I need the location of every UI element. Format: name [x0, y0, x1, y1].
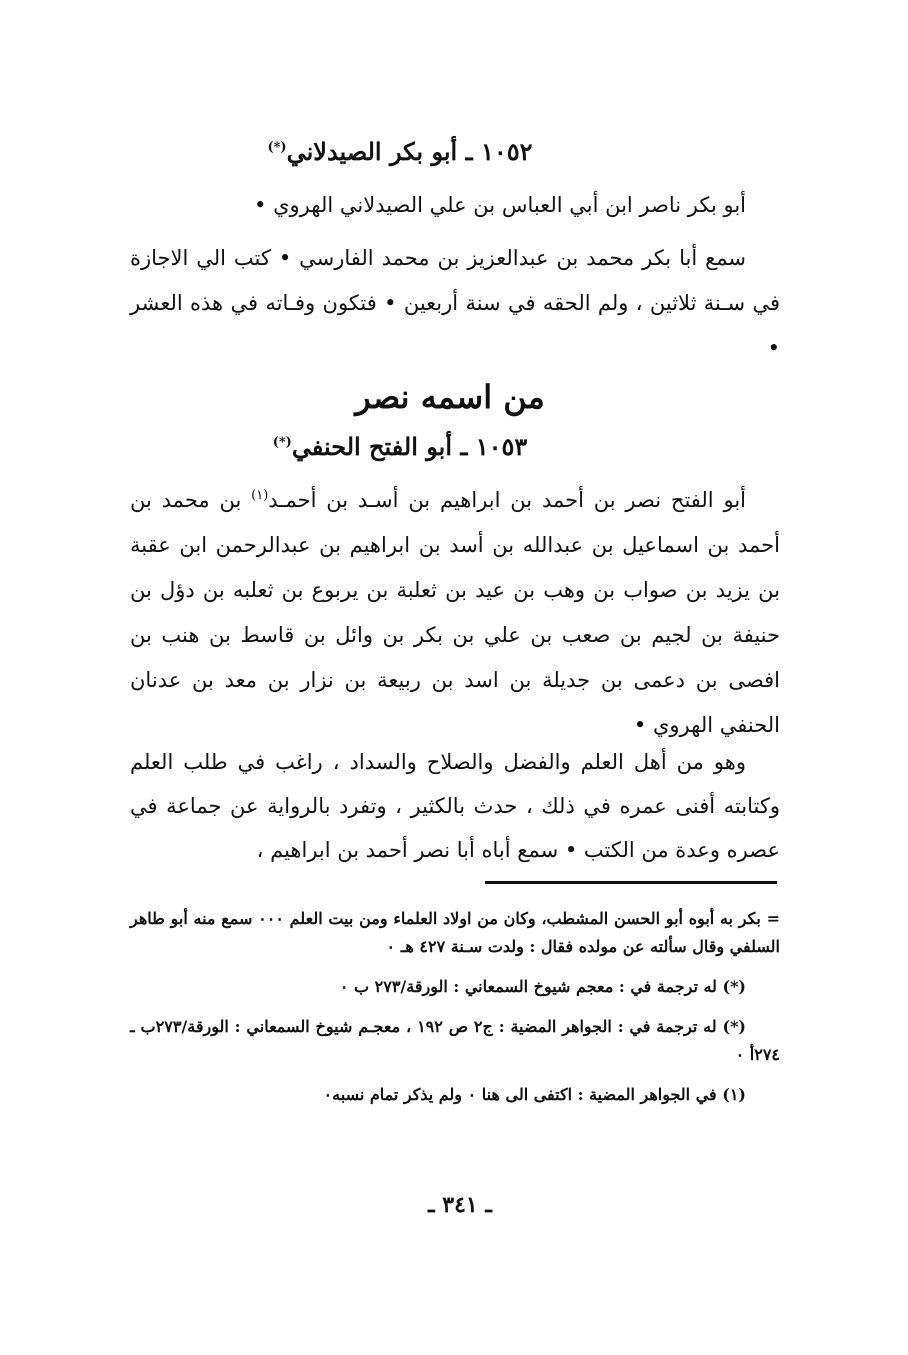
footnote-continuation: = بكر به أبوه أبو الحسن المشطب، وكان من اولاد العلماء ومن بيت العلم ٠٠٠ سمع منه أبو طاهر السلفي وقال سألته عن مولده فقال : ولدت سـنة ٤٢٧ هـ ٠ — [130, 909, 781, 956]
entry-1052-name-line: أبو بكر ناصر ابن أبي العباس بن علي الصيدلاني الهروي • — [254, 193, 746, 217]
entry-1052-title-text: ١٠٥٢ ـ أبو بكر الصيدلاني — [286, 137, 533, 166]
footnote-1053: (*) له ترجمة في : الجواهر المضية : ج٢ ص ١٩٢ ، معجـم شيوخ السمعاني : الورقة/٢٧٣ب ـ ٢٧٤أ ٠ — [130, 1017, 780, 1064]
entry-1052-title-footnote-mark: (*) — [267, 140, 287, 155]
entry-1053-title-footnote-mark: (*) — [272, 435, 292, 450]
footnote-separator — [485, 881, 777, 884]
footnotes — [130, 905, 780, 1109]
section-title: من اسمه نصر — [355, 378, 545, 416]
footnote-1052: (*) له ترجمة في : معجم شيوخ السمعاني : الورقة/٢٧٣ ب ٠ — [339, 977, 746, 996]
entry-1053-title-text: ١٠٥٣ ـ أبو الفتح الحنفي — [291, 432, 528, 461]
entry-1053-title — [200, 430, 600, 464]
entry-1053-lineage-start: أبو الفتح نصر بن أحمد بن ابراهيم بن أسـد بن أحمـد — [268, 488, 747, 512]
entry-1052-title — [200, 135, 600, 169]
entry-1053-lineage-rest: بن محمد بن أحمد بن اسماعيل بن عبدالله بن أسد بن ابراهيم بن عبدالرحمن ابن عقبة بن يزيد بن صواب بن وهب بن عيد بن ثعلبة بن يربوع بن ثعلبه بن دؤل بن حنيفة بن لجيم بن صعب بن علي بن بكر بن وائل بن قاسط بن هنب بن افصى بن دعمى بن جديلة بن اسد بن ربيعة بن نزار بن معد بن عدنان الحنفي الهروي • — [130, 488, 780, 737]
entry-1053-biography-paragraph: وهو من أهل العلم والفضل والصلاح والسداد ، راغب في طلب العلم وكتابته أفنى عمره في ذلك ، حدث بالكثير ، وتفرد بالرواية عن جماعة في عصره وعدة من الكتب • سمع أباه أبا نصر أحمد بن ابراهيم ، — [130, 750, 780, 862]
entry-1052-paragraph: سمع أبا بكر محمد بن عبدالعزيز بن محمد الفارسي • كتب الي الاجازة في سـنة ثلاثين ، ولم الحقه في سنة أربعين • فتكون وفـاته في هذه العشر • — [130, 246, 780, 360]
entry-1053-lineage-paragraph — [130, 478, 780, 748]
entry-1053-footnote-mark: (١) — [251, 488, 269, 503]
footnote-1: (١) في الجواهر المضية : اكتفى الى هنا ٠ ولم يذكر تمام نسبه٠ — [323, 1085, 746, 1104]
page-number: ـ ٣٤١ ـ — [428, 1192, 492, 1218]
